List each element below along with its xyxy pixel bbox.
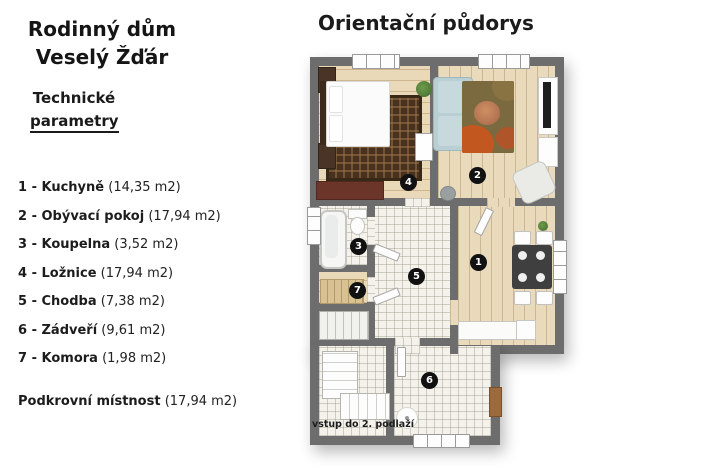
side-entry-door — [489, 387, 502, 417]
wall-segment — [450, 206, 458, 300]
kitchen-counter — [458, 321, 518, 340]
wall-segment — [319, 303, 367, 310]
bedroom-window — [352, 54, 400, 69]
bathroom-window — [307, 207, 321, 245]
page-title — [16, 16, 188, 71]
wall-segment — [450, 325, 458, 354]
room-list-item — [18, 294, 165, 309]
rug-pattern — [496, 127, 514, 149]
room-label: 2 - Obývací pokoj — [18, 209, 145, 224]
page-title-line1: Rodinný dům — [27, 17, 177, 41]
room-badge-kitchen: 1 — [470, 254, 487, 271]
bed — [326, 81, 390, 147]
plate — [518, 273, 527, 282]
room-area: (9,61 m2) — [101, 323, 166, 338]
dining-chair — [514, 231, 531, 245]
kitchen-stove — [516, 320, 536, 340]
entrance-note: vstup do 2. podlaží — [312, 419, 414, 430]
dining-chair — [514, 291, 531, 305]
room-label: 4 - Ložnice — [18, 266, 97, 281]
room-label: 1 - Kuchyně — [18, 180, 105, 195]
bedroom-dresser — [316, 181, 384, 200]
floor-plan — [310, 57, 564, 447]
staircase-landing — [340, 393, 390, 420]
page-title-line2: Veselý Žďár — [35, 44, 169, 69]
room-area: (17,94 m2) — [100, 266, 174, 281]
gray-pouf — [440, 186, 456, 201]
room-badge-bedroom: 4 — [400, 174, 417, 191]
dining-chair — [536, 291, 553, 305]
plate — [536, 273, 545, 282]
living-room-window — [478, 54, 530, 69]
plant — [416, 81, 432, 97]
bathtub — [320, 210, 347, 269]
rug-pattern — [492, 81, 514, 101]
wall-segment — [367, 206, 375, 217]
room-list-item — [18, 323, 165, 338]
staircase-upper-flight — [322, 351, 358, 399]
wall-segment — [420, 338, 450, 346]
room-area: (17,94 m2) — [148, 209, 221, 224]
tv — [543, 82, 551, 128]
room-area: (17,94 m2) — [164, 394, 238, 409]
doorway-threshold — [367, 217, 375, 245]
room-badge-pantry: 7 — [349, 282, 366, 299]
round-ottoman — [474, 101, 500, 125]
rug-pattern — [462, 125, 494, 153]
room-list-item — [18, 180, 181, 195]
attic-room-item — [18, 394, 237, 409]
bedroom-door — [415, 133, 433, 161]
dining-table — [512, 245, 552, 289]
entrance-hall-door — [397, 347, 406, 377]
room-label: 6 - Zádveří — [18, 323, 98, 338]
plant — [538, 221, 548, 231]
room-badge-entrance-hall: 6 — [421, 372, 438, 389]
pillow — [329, 86, 343, 113]
wall-segment — [430, 198, 487, 206]
room-label: 3 - Koupelna — [18, 237, 111, 252]
staircase-flight — [319, 311, 369, 340]
kitchen-window — [553, 240, 567, 294]
doorway-threshold — [405, 198, 430, 207]
pillow — [329, 115, 343, 142]
room-area: (7,38 m2) — [100, 294, 165, 309]
room-badge-living-room: 2 — [469, 167, 486, 184]
floor-plan-title: Orientační půdorys — [318, 11, 534, 35]
room-list-item — [18, 209, 221, 224]
room-list-item — [18, 237, 178, 252]
room-label: 7 - Komora — [18, 351, 98, 366]
room-label: Podkrovní místnost — [18, 394, 161, 409]
room-list-item — [18, 266, 173, 281]
toilet-bowl — [350, 217, 365, 235]
doorway-threshold — [487, 198, 515, 207]
room-badge-hallway: 5 — [408, 268, 425, 285]
dining-chair — [536, 231, 553, 245]
section-heading-line1: Technické — [32, 89, 116, 107]
section-heading-line2: parametry — [30, 112, 119, 133]
doorway-threshold — [450, 300, 458, 325]
room-badge-bathroom: 3 — [350, 238, 367, 255]
bathtub-basin — [325, 215, 338, 258]
plate — [518, 251, 527, 260]
room-area: (3,52 m2) — [114, 237, 179, 252]
entrance-door-window — [413, 434, 470, 448]
plate — [536, 251, 545, 260]
room-area: (14,35 m2) — [108, 180, 181, 195]
room-area: (1,98 m2) — [102, 351, 167, 366]
room-list-item — [18, 351, 166, 366]
section-heading — [30, 87, 118, 132]
room-label: 5 - Chodba — [18, 294, 97, 309]
